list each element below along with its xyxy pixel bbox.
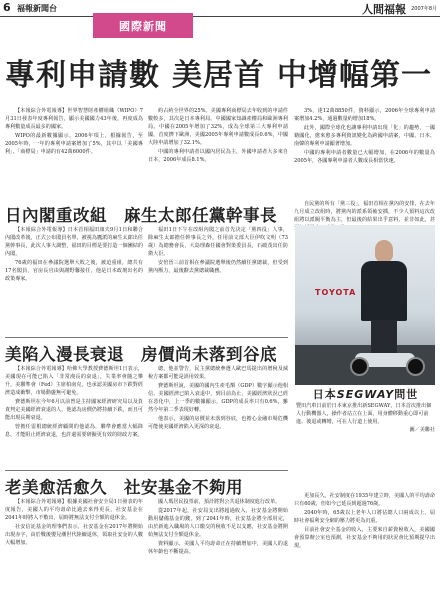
caption-title-part-b: SEGWAY xyxy=(336,388,395,401)
photo-caption xyxy=(296,388,435,434)
story1-column-2 xyxy=(148,107,288,199)
paragraph: 此外，國際全球化也讓專利申請出現「化」的趨勢，一國籍國化，愈來愈多專利資訊變化為跨國申請案，中國、日本、南韓的專利申請顯著增加。 xyxy=(294,125,435,147)
story2-column-3 xyxy=(294,200,435,224)
paragraph: WIPO的最新數據顯示，2006年項上，根據報告，至2005年時，一年的專利申請案增加了5%，其中以「美國專利」、「商標局」申請的有42萬6000件。 xyxy=(5,133,143,155)
paragraph: 2040年時，65歲以上老年人口將佔總人口兩成以上，屆時社會福利安全網的壓力將更為沉重。 xyxy=(294,510,435,524)
caption-title xyxy=(296,388,435,402)
paragraph: 他表示，美國的房價並未落到谷底，也擔心金融市場危機可能使美國經濟陷入更深的衰退。 xyxy=(148,416,288,430)
section-name: 福報新聞台 xyxy=(17,4,57,13)
segway-photo xyxy=(295,225,435,385)
page-number: 6 xyxy=(3,1,11,14)
paragraph: 曾擔任雷根總統經濟顧問的他認為，聯準會應當大幅降息，才能阻止經濟衰退，也許還需要研擬更有效的財政方案。 xyxy=(5,424,143,438)
story1-column-1 xyxy=(5,107,143,199)
photo-wheel-right xyxy=(406,357,425,376)
photo-wheel-left xyxy=(350,357,369,376)
photo-sign-text: TOYOTA xyxy=(315,288,357,297)
issue-date: 2007年8月 xyxy=(411,6,437,12)
paragraph: 自民黨的所有「黨三役」，福田首相在黨內的安排，在去年九月成立改組時，將黨內的派系領袖安插，不少人預料這次改組將以派閥平衡為主，但最後的結果出乎意料，並非如此，甚 xyxy=(294,201,435,223)
story1-headline-part-a: 專利申請數 xyxy=(5,58,160,93)
story1-headline-part-b: 美居首 xyxy=(172,58,265,93)
caption-byline: 圖／美聯社 xyxy=(409,427,435,433)
paragraph: 費德斯坦在今年6月以前曾是主持國家經濟研究局以及負責判定美國經濟衰退的人，他認為房價仍將持續下跌，而且可能出現長期衰退。 xyxy=(5,399,143,421)
paragraph: 資料顯示，美國人平均壽命正在持續增加中，美國人的退休年齡也不斷提高。 xyxy=(148,541,288,555)
photo-person-head xyxy=(375,240,393,262)
masthead xyxy=(0,0,440,17)
story1-headline xyxy=(5,58,435,94)
paragraph: 安倍晉三前首相在參議院選舉後仍然續任黨總裁，但受到黨內壓力，最後辭去黨總裁職務。 xyxy=(148,260,288,274)
divider xyxy=(5,337,288,338)
story4-column-3 xyxy=(294,492,435,606)
paragraph: 從2017年起，社安局支出將超過收入，社安基金將開始動用儲備基金的錢，到了2041年時，社安基金將全部用完，由於新進入職場的人口繳交的稅收不足以支應，社安基金將開始無法支付全額退休金。 xyxy=(148,508,288,538)
paragraph: 目前社會安全基金的收入，主要來自薪資稅收入，美國國會預算辦公室也預測，社安基金不夠用的狀況會比預期提早出現。 xyxy=(294,527,435,549)
section-banner: 國際新聞 xyxy=(93,13,193,38)
paragraph: 費德斯坦說，美國的國內生產毛額（GDP）數字顯示他相信，美國經濟已陷入衰退中，到目前為止，美國經濟狀況已經在惡化中，上一季的數據顯示，GDP的成長率只有0.6%，雖然今年第二季表現好轉。 xyxy=(148,383,288,413)
story4-column-1 xyxy=(5,498,143,606)
story2-column-2 xyxy=(148,226,288,334)
story4-headline: 老美愈活愈久 社安基金不夠用 xyxy=(5,478,243,497)
divider xyxy=(5,470,288,471)
caption-title-part-c: 問世 xyxy=(394,388,419,401)
paragraph: 社安信託基金的理事們表示，社安基金在2017年將開始出現赤字，由於戰後嬰兒潮世代陸續退休，領取社安金的人數大幅增加。 xyxy=(5,524,143,546)
story3-column-1 xyxy=(5,365,143,467)
story4-column-2 xyxy=(148,498,288,606)
paragraph: 約占約全世界的25%。美國專利商標局去年收到的申請件數較多，其次是日本專利局、中國國家知識產權局和歐洲專利局。中國在2005年增加了32%，成為全球第三大專利申請國，首度擠下歐洲，美國2005年專利申請數成長0.6%，中國大陸申請增加了32.1%。 xyxy=(148,108,288,146)
paragraph: 中國的專利申請者數量已大幅增加，在2006年的數量為2005年，各國專利申請者人數成長相當快速。 xyxy=(294,150,435,164)
story2-column-1 xyxy=(5,226,143,334)
paragraph: 【本報綜合外電報導】日本首相福田康夫9月1日和聯合內閣改革後，正式公布閣員名單，被視為鷹派的麻生太郎出任黨幹事長，此次人事大調整，福田的目標是要打造一個團結的內閣。 xyxy=(5,227,143,257)
story1-column-3 xyxy=(294,107,435,199)
caption-title-part-a: 日本 xyxy=(312,388,337,401)
paragraph: 總，他並警告，民主黨總統參選人歐巴馬提出的增稅及減稅方案都可能是誤用效果。 xyxy=(148,366,288,380)
story3-column-2 xyxy=(148,365,288,467)
story3-headline: 美陷入漫長衰退 房價尚未落到谷底 xyxy=(5,345,277,364)
photo-person-legs xyxy=(371,320,397,355)
paragraph: 【本報綜合外電報導】哈佛大學教授費德斯坦1日表示，美國現在可能已陷入「非常漫長的衰退」，失業率會隨之攀升，美聯準會（Fed）主席柏南克，也承認美國房市下跌對經濟造成衝擊，市場動盪無可避免。 xyxy=(5,366,143,396)
caption-text: 豐田汽車日前於日本東京推出新SEGWAY，日本首次推出個人行動機器人，操作者站立在上面，用身體移動重心即可前進、後退或轉彎，可在人行道上使用。 xyxy=(296,403,432,425)
paragraph: 3%，達12萬8850件，資料顯示，2006年全球專利申請案增加4.2%，通過數量約增加18%。 xyxy=(294,108,435,122)
paragraph: 福田1日下午在改組內閣之前首先決定「黨四役」人事，除麻生太郎擔任幹事長之外，任用前文部大臣伊吹文明（73歲）為總務會長，大島理森任國會對策委員長，石破茂出任防衛大臣。 xyxy=(148,227,288,257)
paragraph: 【本報綜合外電報導】世界智慧財產權組織（WIPO）7月31日發表年度專利報告，顯示美國國力43年後，再度成為專利數量成長最多的國家。 xyxy=(5,108,143,130)
paragraph: 76歲的福田在參議院選舉大敗之後，被迫重組，總共有17名閣員，官房長官由與謝野馨接任，他是日本政壇出名的政策專家。 xyxy=(5,260,143,282)
paragraph: 【本報綜合外電報導】根據美國社會安全局1日發表的年度報告，美國人的平均壽命比過去來得更長，社安基金在2041年時將入不敷出，屆時將無法支付全額的退休金。 xyxy=(5,499,143,521)
paper-name: 人間福報 xyxy=(362,3,406,16)
paragraph: 中國的專利申請者以國內居民為主，外國申請者大多來自日本，2006年成長8.1%。 xyxy=(148,149,288,163)
paragraph: 國人瑪居民投票前，預計將對公共退休制度進行改革。 xyxy=(158,499,281,505)
story1-headline-part-c: 中增幅第一 xyxy=(277,58,432,93)
paragraph: 更加長久。社安制度在1935年建立時，美國人的平均壽命只有60歲，但如今已延長到超過76歲。 xyxy=(294,493,435,507)
photo-person-body xyxy=(361,261,407,321)
story2-headline: 日內閣重改組 麻生太郎任黨幹事長 xyxy=(5,206,277,225)
